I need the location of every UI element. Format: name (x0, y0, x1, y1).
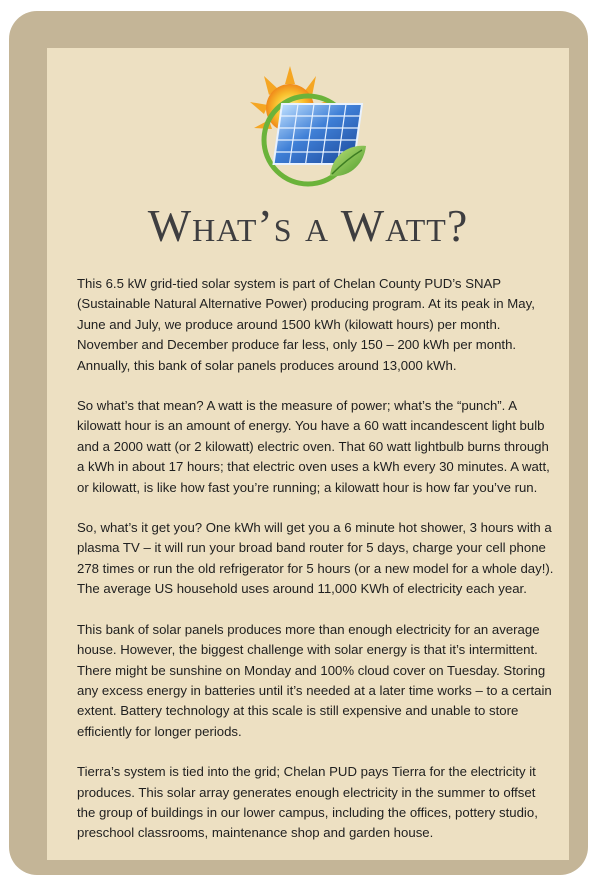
page-title: What’s a Watt? (147, 200, 469, 251)
paragraph: This 6.5 kW grid-tied solar system is part of Chelan County PUD’s SNAP (Sustainable Natural Alternative Power) producing program. At its peak in May, June and July, we produce around 1500 kWh (kilowatt hours) per month. November and December produce far less, only 150 – 200 kWh per month. Annually, this bank of solar panels produces around 13,000 kWh. (77, 276, 535, 373)
sign-frame (9, 11, 588, 875)
sign-panel (47, 48, 569, 860)
sign-body (77, 274, 555, 864)
paragraph: So what’s that mean? A watt is the measure of power; what’s the “punch”. A kilowatt hour is an amount of energy. You have a 60 watt incandescent light bulb and a 2000 watt (or 2 kilowatt) electric oven. That 60 watt lightbulb burns through a kWh in about 17 hours; that electric oven uses a kWh every 30 minutes. A watt, or kilowatt, is like how fast you’re running; a kilowatt hour is how far you’ve run. (77, 398, 550, 495)
paragraph: This bank of solar panels produces more than enough electricity for an average house. However, the biggest challenge with solar energy is that it’s intermittent. There might be sunshine on Monday and 100% cloud cover on Tuesday. Storing any excess energy in batteries until it’s needed at a later time works – to a certain extent. Battery technology at this scale is still expensive and unable to store efficiently for longer periods. (77, 621, 552, 739)
paragraph: So, what’s it get you? One kWh will get you a 6 minute hot shower, 3 hours with a plasma TV – it will run your broad band router for 5 days, charge your cell phone 278 times or run the old refrigerator for 5 hours (or a new model for a whole day!). The average US household uses around 11,000 KWh of electricity each year. (77, 520, 554, 597)
solar-panel-sun-leaf-icon (242, 64, 372, 192)
paragraph: Tierra’s system is tied into the grid; Chelan PUD pays Tierra for the electricity it produces. This solar array generates enough electricity in the summer to offset the group of buildings in our lower campus, including the offices, pottery studio, preschool classrooms, maintenance shop and garden house. (77, 764, 538, 841)
